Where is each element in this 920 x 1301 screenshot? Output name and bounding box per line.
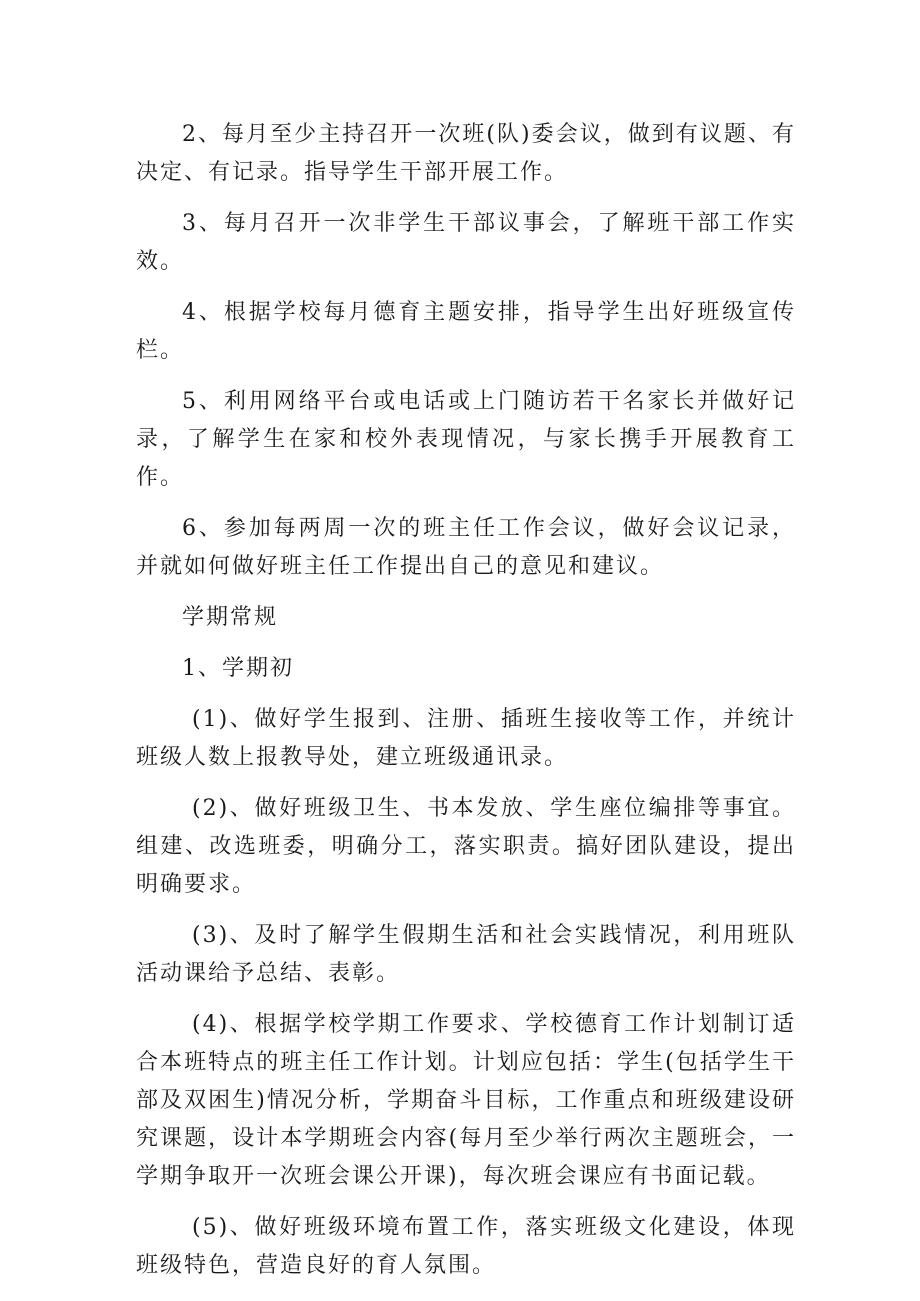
item-registration: (1)、做好学生报到、注册、插班生接收等工作，并统计班级人数上报教导处，建立班级通讯录。 — [136, 707, 796, 770]
heading-term-start: 1、学期初 — [182, 656, 294, 681]
item-environment: (5)、做好班级环境布置工作，落实班级文化建设，体现班级特色，营造良好的育人氛围。 — [136, 1215, 796, 1278]
paragraph-parent-visits: 5、利用网络平台或电话或上门随访若干名家长并做好记录，了解学生在家和校外表现情况，与家长携手开展教育工作。 — [136, 389, 796, 490]
item-class-setup: (2)、做好班级卫生、书本发放、学生座位编排等事宜。组建、改选班委，明确分工，落实职责。搞好团队建设，提出明确要求。 — [136, 796, 796, 897]
paragraph-class-committee-meeting: 2、每月至少主持召开一次班(队)委会议，做到有议题、有决定、有记录。指导学生干部开展工作。 — [136, 122, 796, 185]
heading-term-routine: 学期常规 — [182, 605, 279, 630]
item-holiday-review: (3)、及时了解学生假期生活和社会实践情况，利用班队活动课给予总结、表彰。 — [136, 923, 796, 986]
document-body — [136, 116, 796, 1298]
paragraph-non-cadre-council: 3、每月召开一次非学生干部议事会，了解班干部工作实效。 — [136, 211, 796, 274]
paragraph-bulletin-board: 4、根据学校每月德育主题安排，指导学生出好班级宣传栏。 — [136, 300, 796, 363]
item-work-plan: (4)、根据学校学期工作要求、学校德育工作计划制订适合本班特点的班主任工作计划。计划应包括：学生(包括学生干部及双困生)情况分析，学期奋斗目标，工作重点和班级建设研究课题，设计本学期班会内容(每月至少举行两次主题班会，一学期争取开一次班会课公开课)，每次班会课应有书面记载。 — [136, 1012, 796, 1189]
paragraph-biweekly-meeting: 6、参加每两周一次的班主任工作会议，做好会议记录，并就如何做好班主任工作提出自己的意见和建议。 — [136, 516, 796, 579]
